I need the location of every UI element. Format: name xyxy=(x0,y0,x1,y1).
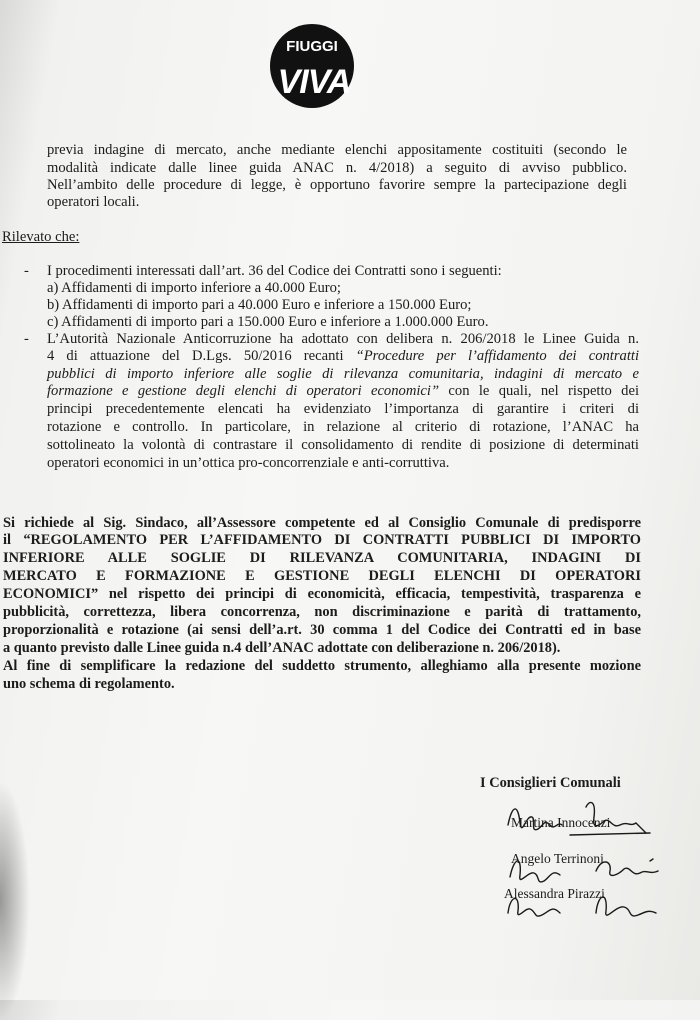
signature-stroke xyxy=(586,802,646,833)
item2-line-5: principi precedentemente elencati ha evidenziato l’importanza di garantire i criteri di xyxy=(47,401,639,417)
item2-line-4b: con le quali, nel rispetto dei xyxy=(439,383,639,399)
request-line-8: a quanto previsto dalle Linee guida n.4 dell’ANAC adottate con deliberazione n. 206/2018). xyxy=(3,640,561,656)
signature-stroke xyxy=(596,897,656,916)
item2-title-end: formazione e gestione degli elenchi di operatori economici” xyxy=(47,383,440,399)
request-line-10: uno schema di regolamento. xyxy=(3,676,175,692)
logo-text-fiuggi: FIUGGI xyxy=(286,38,338,55)
item1-sub-c: c) Affidamenti di importo pari a 150.000 Euro e inferiore a 1.000.000 Euro. xyxy=(47,314,489,330)
intro-line-1: previa indagine di mercato, anche mediante elenchi appositamente costituiti (secondo le xyxy=(47,142,627,158)
item2-line-1: L’Autorità Nazionale Anticorruzione ha adottato con delibera n. 206/2018 le Linee Guida n. xyxy=(47,331,639,347)
item2-line-6: rotazione e controllo. In particolare, in relazione al criterio di rotazione, l’ANAC ha xyxy=(47,419,639,435)
request-line-1: Si richiede al Sig. Sindaco, all’Assessore competente ed al Consiglio Comunale di predisporre xyxy=(3,515,641,531)
item1-sub-a: a) Affidamenti di importo inferiore a 40.000 Euro; xyxy=(47,280,341,296)
request-line-2: il “REGOLAMENTO PER L’AFFIDAMENTO DI CONTRATTI PUBBLICI DI IMPORTO xyxy=(3,532,641,548)
signature-stroke xyxy=(508,809,562,830)
item2-line-8: operatori economici in un’ottica pro-concorrenziale e anti-corruttiva. xyxy=(47,455,450,471)
item2-line-4 xyxy=(47,383,639,400)
request-line-9: Al fine di semplificare la redazione del suddetto strumento, alleghiamo alla presente mozione xyxy=(3,658,641,674)
handwritten-signatures xyxy=(500,795,670,930)
bullet-dash: - xyxy=(24,331,29,347)
item2-title-line-3: pubblici di importo inferiore alle soglie di rilevanza comunitaria, indagini di mercato e xyxy=(47,366,639,382)
signatory-name-2: Angelo Terrinoni xyxy=(511,851,604,866)
item2-line-2a: 4 di attuazione del D.Lgs. 50/2016 recanti xyxy=(47,348,356,364)
logo-text-viva: VIVA xyxy=(277,63,351,101)
signatory-name-1: Martina Innocenzi xyxy=(511,815,611,830)
item2-title-start: “Procedure per l’affidamento dei contratti xyxy=(355,348,640,364)
item1-sub-b: b) Affidamenti di importo pari a 40.000 Euro e inferiore a 150.000 Euro; xyxy=(47,297,472,313)
signatory-name-3: Alessandra Pirazzi xyxy=(504,886,605,901)
intro-line-3: Nell’ambito delle procedure di legge, è opportuno favorire sempre la partecipazione degli xyxy=(47,177,627,193)
request-line-6: pubblicità, correttezza, libera concorrenza, non discriminazione e parità di trattamento, xyxy=(3,604,641,620)
signature-stroke xyxy=(508,898,560,916)
signature-stroke xyxy=(596,862,658,876)
request-line-5: ECONOMICI” nel rispetto dei principi di economicità, efficacia, tempestività, trasparenza e xyxy=(3,586,641,602)
request-line-7: proporzionalità e rotazione (ai sensi dell’a.rt. 30 comma 1 del Codice dei Contratti ed in base xyxy=(3,622,641,638)
item1-heading: I procedimenti interessati dall’art. 36 del Codice dei Contratti sono i seguenti: xyxy=(47,263,502,279)
signature-stroke xyxy=(650,859,653,861)
request-line-4: MERCATO E FORMAZIONE E GESTIONE DEGLI ELENCHI DI OPERATORI xyxy=(3,568,641,584)
signature-stroke xyxy=(570,833,650,835)
request-line-3: INFERIORE ALLE SOGLIE DI RILEVANZA COMUNITARIA, INDAGINI DI xyxy=(3,550,641,566)
intro-line-4: operatori locali. xyxy=(47,194,140,210)
signatures-heading: I Consiglieri Comunali xyxy=(480,775,621,791)
bullet-dash: - xyxy=(24,263,29,279)
section-heading-rilevato: Rilevato che: xyxy=(2,229,80,245)
item2-line-2 xyxy=(47,348,639,365)
item2-line-7: sottolineato la volontà di contrastare il consolidamento di rendite di posizione di determinati xyxy=(47,437,639,453)
signature-stroke xyxy=(510,861,560,882)
intro-line-2: modalità indicate dalle linee guida ANAC n. 4/2018) a seguito di avviso pubblico. xyxy=(47,160,627,176)
